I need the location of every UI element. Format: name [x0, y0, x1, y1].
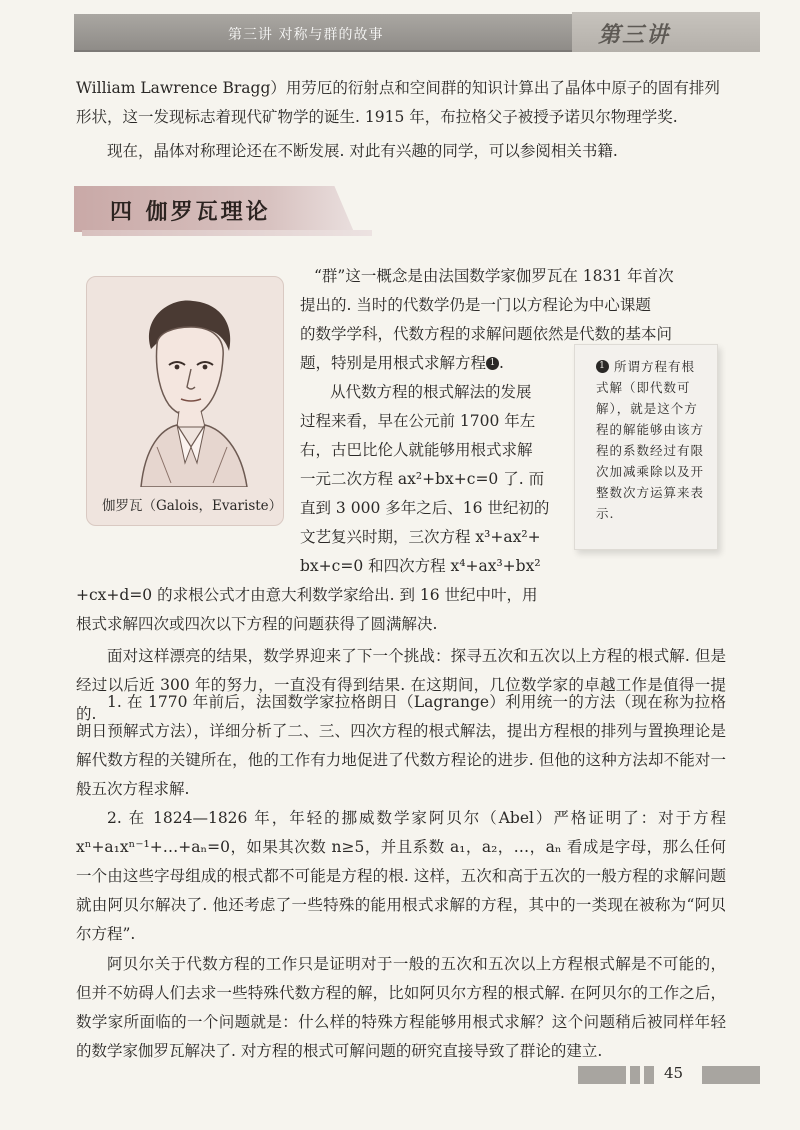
intro-line-1: William Lawrence Bragg）用劳厄的衍射点和空间群的知识计算出了晶体中原子的固有排列 [76, 79, 720, 97]
paragraph-2-line-7: bx+c=0 和四次方程 x⁴+ax³+bx² [300, 557, 541, 575]
galois-portrait-icon [101, 287, 269, 487]
paragraph-1-end-punct: . [499, 354, 504, 372]
footer-bar-left [578, 1066, 626, 1084]
galois-portrait [86, 276, 284, 526]
paragraph-1-line-2: 提出的. 当时的代数学仍是一门以方程论为中心课题 [300, 296, 651, 314]
paragraph-2-line-1: 从代数方程的根式解法的发展 [330, 383, 532, 401]
footnote-body: 所谓方程有根式解（即代数可解），就是这个方程的解能够由该方程的系数经过有限次加减乘除以及开整数次方运算来表示. [596, 359, 705, 521]
page-number: 45 [664, 1064, 684, 1082]
footnote-text [596, 356, 708, 524]
paragraph-1-line-3: 的数学学科，代数方程的求解问题依然是代数的基本问 [300, 325, 673, 343]
paragraph-2-line-3: 右，古巴比伦人就能够用根式求解 [300, 441, 533, 459]
paragraph-2-line-6: 文艺复兴时期，三次方程 x³+ax²+ [300, 528, 541, 546]
lecture-label: 第三讲 [598, 22, 671, 48]
section-banner-underline [82, 230, 372, 236]
paragraph-2-line-2: 过程来看，早在公元前 1700 年左 [300, 412, 536, 430]
paragraph-1-line-4-text: 题，特别是用根式求解方程 [300, 354, 487, 372]
paragraph-3: 面对这样漂亮的结果，数学界迎来了下一个挑战：探寻五次和五次以上方程的根式解. 但是经过以后近 300 年的努力，一直没有得到结果. 在这期间，几位数学家的卓越工作是值得一提的. [76, 647, 726, 723]
paragraph-6-galois: 阿贝尔关于代数方程的工作只是证明对于一般的五次和五次以上方程根式解是不可能的，但并不妨碍人们去求一些特殊代数方程的解，比如阿贝尔方程的根式解. 在阿贝尔的工作之后，数学家所面临的一个问题就是：什么样的特殊方程能够用根式求解？这个问题稍后被同样年轻的数学家伽罗瓦解决了. 对方程的根式可解问题的研究直接导致了群论的建立. [76, 955, 726, 1060]
footer-bar-right [702, 1066, 760, 1084]
footnote-marker: 1 [596, 360, 609, 373]
paragraph-2-line-9: 根式求解四次或四次以下方程的问题获得了圆满解决. [76, 615, 438, 633]
section-title: 四 伽罗瓦理论 [110, 199, 271, 225]
paragraph-5-abel: 2. 在 1824—1826 年，年轻的挪威数学家阿贝尔（Abel）严格证明了：对于方程 xⁿ+a₁xⁿ⁻¹+…+aₙ=0，如果其次数 n≥5，并且系数 a₁，a₂，…，aₙ 看成是字母，那么任何一个由这些字母组成的根式都不可能是方程的根. 这样，五次和高于五次的一般方程的求解问题就由阿贝尔解决了. 他还考虑了一些特殊的能用根式求解的方程，其中的一类现在被称为“阿贝尔方程”. [76, 809, 726, 943]
footer-bar-small-1 [630, 1066, 640, 1084]
footnote-ref-marker: 1 [486, 357, 499, 370]
paragraph-2-line-5: 直到 3 000 多年之后、16 世纪初的 [300, 499, 550, 517]
paragraph-2-line-8: +cx+d=0 的求根公式才由意大利数学家给出. 到 16 世纪中叶，用 [76, 586, 538, 604]
footer-bar-small-2 [644, 1066, 654, 1084]
intro-line-3: 现在，晶体对称理论还在不断发展. 对此有兴趣的同学，可以参阅相关书籍. [107, 142, 618, 160]
intro-line-2: 形状，这一发现标志着现代矿物学的诞生. 1915 年，布拉格父子被授予诺贝尔物理学奖. [76, 108, 678, 126]
paragraph-4-lagrange: 1. 在 1770 年前后，法国数学家拉格朗日（Lagrange）利用统一的方法（现在称为拉格朗日预解式方法），详细分析了二、三、四次方程的根式解法，提出方程根的排列与置换理论是解代数方程的关键所在，他的工作有力地促进了代数方程论的进步. 但他的这种方法却不能对一般五次方程求解. [76, 693, 726, 798]
paragraph-1-line-1: “群”这一概念是由法国数学家伽罗瓦在 1831 年首次 [314, 267, 674, 285]
chapter-title: 第三讲 对称与群的故事 [228, 27, 384, 43]
paragraph-2-line-4: 一元二次方程 ax²+bx+c=0 了. 而 [300, 470, 545, 488]
portrait-caption: 伽罗瓦（Galois，Evariste） [102, 498, 283, 514]
